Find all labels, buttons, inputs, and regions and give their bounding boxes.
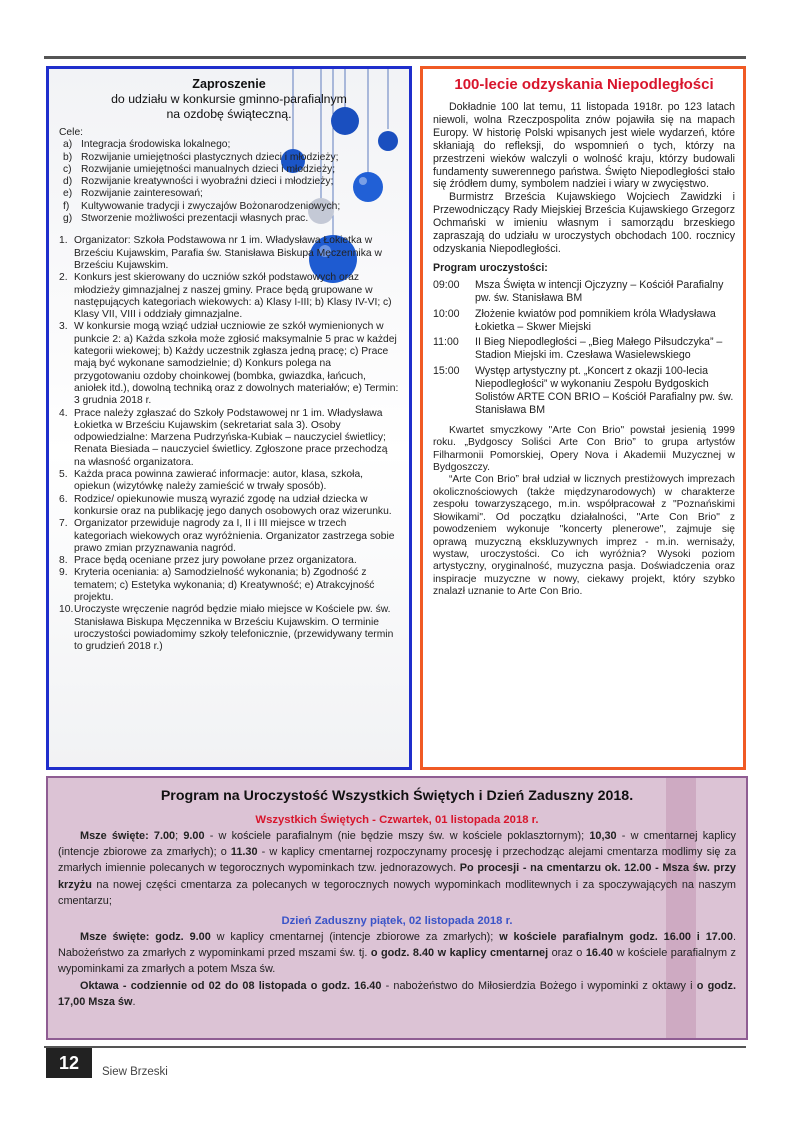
invitation-subtitle-line2: na ozdobę świąteczną. (166, 106, 292, 121)
page-number: 12 (46, 1048, 92, 1078)
independence-title: 100-lecie odzyskania Niepodległości (454, 76, 714, 93)
goal-item: a) Integracja środowiska lokalnego; (63, 139, 231, 151)
rule-item: 3. W konkursie mogą wziąć udział uczniowie ze szkół wymienionych w punkcie 2: a) Każda szkoła może zgłosić maksymalnie 5 prac w każdej kategorii wiekowej; b) Każdy uczestnik zgłasza jedną pracę; c) Prace mają być wykonane samodzielnie; d) Konkurs polega na przygotowaniu ozdoby choinkowej (bombka, gwiazdka, łańcuch, aniołek itd.), dowolną techniką oraz z dowolnych materiałów; e) Termin: 3 grudnia 2018 r. (59, 321, 399, 407)
rule-item: 2. Konkurs jest skierowany do uczniów szkół podstawowych oraz młodzieży gimnazjalnej z naszej gminy. Prace będą grupowane w następujących kategoriach wiekowych: a) Klasy I-III; b) Klasy IV-VI; c) Klasy VII, VIII i oddziały gimnazjalne. (59, 272, 392, 321)
top-rule (44, 56, 746, 59)
goal-item: g) Stworzenie możliwości prezentacji własnych prac. (63, 213, 309, 225)
goals-label: Cele: (59, 127, 84, 138)
program-row: 15:00 Występ artystyczny pt. „Koncert z okazji 100-lecia Niepodległości” w wykonaniu Zespołu Bydgoskich Solistów ARTE CON BRIO – Kościół Parafialny pw. św. Stanisława BM (433, 365, 734, 416)
all-saints-box (46, 776, 748, 1040)
goal-item: c) Rozwijanie umiejętności manualnych dzieci i młodzieży; (63, 163, 336, 175)
octave-text: Oktawa - codziennie od 02 do 08 listopada o godz. 16.40 - nabożeństwo do Miłosierdzia Bożego i wypominki z oktawy i o godz. 17,00 Msza św. (58, 979, 736, 1008)
goals-list (63, 139, 399, 225)
program-label: Program uroczystości: (433, 261, 548, 274)
rule-item: 6. Rodzice/ opiekunowie muszą wyrazić zgodę na udział dziecka w konkursie oraz na publikację jego danych osobowych oraz wizerunku. (59, 493, 392, 517)
all-saints-day-heading: Wszystkich Świętych - Czwartek, 01 listopada 2018 r. (255, 814, 539, 826)
all-souls-day-text: Msze święte: godz. 9.00 w kaplicy cmentarnej (intencje zbiorowe za zmarłych); w kościele parafialnym godz. 16.00 i 17.00. Nabożeństwo za zmarłych z wypominkami przed mszami św. tj. o godz. 8.40 w kaplicy cmentarnej oraz o 16.40 w kościele parafialnym z wypominkami za zmarłych a potem Msza św. (58, 931, 737, 976)
invitation-box (46, 66, 412, 770)
rule-item: 5. Każda praca powinna zawierać informacje: autor, klasa, szkoła, opiekun (wizytówkę należy zamieścić w trwały sposób). (59, 469, 364, 493)
program-row: 09:00 Msza Święta w intencji Ojczyzny – Kościół Parafialny pw. św. Stanisława BM (433, 278, 724, 304)
rule-item: 9. Kryteria oceniania: a) Samodzielność wykonania; b) Zgodność z tematem; c) Estetyka wykonania; d) Kreatywność; e) Atrakcyjność projektu. (59, 567, 375, 603)
program-list (433, 279, 735, 417)
rule-item: 1. Organizator: Szkoła Podstawowa nr 1 im. Władysława Łokietka w Brześciu Kujawskim, Parafia św. Stanisława Biskupa Męczennika w Brześciu Kujawskim. (59, 235, 382, 271)
goal-item: f) Kultywowanie tradycji i zwyczajów Bożonarodzeniowych; (63, 200, 341, 212)
rule-item: 4. Prace należy zgłaszać do Szkoły Podstawowej nr 1 im. Władysława Łokietka w Brześciu Kujawskim (sekretariat sala 3). Osoby odpowiedzialne: Marzena Pudrzyńska-Kubiak – nauczyciel świetlicy; Renata Biesiada – nauczyciel świetlicy. Zgłoszone prace przechodzą na własność organizatora. (59, 407, 388, 468)
all-saints-day-text: Msze święte: 7.00; 9.00 - w kościele parafialnym (nie będzie mszy św. w kościele poklasztornym); 10,30 - w cmentarnej kaplicy (intencje zbiorowe za zmarłych); o 11.30 - w kaplicy cmentarnej rozpoczynamy procesję i przechodząc alejami cmentarza modlimy się za zmarłych imiennie polecanych w tegorocznych wypominkach tzw. jednorazowych. Po procesji - na cmentarzu ok. 12.00 - Msza św. przy krzyżu na nowej części cmentarza za polecanych w tegorocznych nowych wypominkach modlitewnych i za spoczywających na naszym cmentarzu; (58, 830, 736, 907)
rule-item: 8. Prace będą oceniane przez jury powołane przez organizatora. (59, 555, 357, 567)
arte-con-brio-paragraph: Kwartet smyczkowy "Arte Con Brio" powstał jesienią 1999 roku. „Bydgoscy Soliści Arte Con Brio” to grupa artystów Filharmonii Pomorskiej, Opery Nova i Akademii Muzycznej w Bydgoszczy. (433, 424, 735, 474)
rules-list (59, 235, 399, 653)
footer-publication-title: Siew Brzeski (102, 1066, 168, 1078)
program-row: 10:00 Złożenie kwiatów pod pomnikiem króla Władysława Łokietka – Skwer Miejski (433, 307, 716, 333)
invitation-title: Zaproszenie (192, 77, 266, 91)
invitation-subtitle-line1: do udziału w konkursie gminno-parafialnym (111, 92, 347, 106)
all-souls-day-heading: Dzień Zaduszny piątek, 02 listopada 2018 r. (281, 915, 513, 928)
goal-item: d) Rozwijanie kreatywności i wyobraźni dzieci i młodzieży; (63, 176, 334, 188)
invitation-paragraph: Burmistrz Brześcia Kujawskiego Wojciech Zawidzki i Przewodniczący Rady Miejskiej Brześcia Kujawskiego Grzegorz Ochmański w imieniu własnym i samorządu brzeskiego zapraszają do udziału w uroczystych obchodach 100. rocznicy odzyskania Niepodległości. (433, 191, 735, 255)
rule-item: 7. Organizator przewiduje nagrody za I, II i III miejsce w trzech kategoriach wiekowych oraz wyróżnienia. Organizator zastrzega sobie prawo zmian przyznawania nagród. (59, 518, 395, 554)
goal-item: b) Rozwijanie umiejętności plastycznych dzieci i młodzieży; (63, 151, 339, 163)
bottom-rule (44, 1046, 746, 1048)
arte-con-brio-paragraph-2: “Arte Con Brio” brał udział w licznych prestiżowych imprezach okolicznościowych (także międzynarodowych) w charakterze zespołu towarzyszącego, m.in. współpracował z "Poznańskimi Słowikami". Od początku działalności, "Arte Con Brio" z powodzeniem wykonuje "koncerty plenerowe", zajmuje się oprawą muzyczną ekskluzywnych imprez - m.in. wernisaży, wystaw, uroczystości. Co ich wyróżnia? Wysoki poziom artystyczny, oryginalność, muzyczna pasja. Doświadczenia oraz inspiracje muzyczne w nowy, ciekawy projekt, który szybko znalazł uznanie to Arte Con Brio. (433, 474, 735, 598)
rule-item: 10. Uroczyste wręczenie nagród będzie miało miejsce w Kościele pw. św. Stanisława Biskupa Męczennika w Brześciu Kujawskim. O terminie uroczystości powiadomimy szkoły telefonicznie, (przewidywany termin to grudzień 2018 r.) (59, 604, 394, 653)
independence-paragraph: Dokładnie 100 lat temu, 11 listopada 1918r. po 123 latach niewoli, wolna Rzeczpospolita znów pojawiła się na mapach Europy. W historię Polski wpisanych jest wiele wydarzeń, które skłaniają do refleksji, do wspomnień o tych, którzy na przestrzeni wieków walczyli o wolność kraju, którzy budowali fundamenty suwerennego państwa. Święto Niepodległości stało się źródłem dumy, symbolem nadziei i wiary w zwycięstwo. (433, 101, 735, 191)
all-saints-title: Program na Uroczystość Wszystkich Świętych i Dzień Zaduszny 2018. (160, 788, 634, 804)
program-row: 11:00 II Bieg Niepodległości – „Bieg Małego Piłsudczyka” – Stadion Miejski im. Czesława Wasielewskiego (433, 336, 723, 362)
goal-item: e) Rozwijanie zainteresowań; (63, 188, 203, 200)
independence-box (420, 66, 746, 770)
